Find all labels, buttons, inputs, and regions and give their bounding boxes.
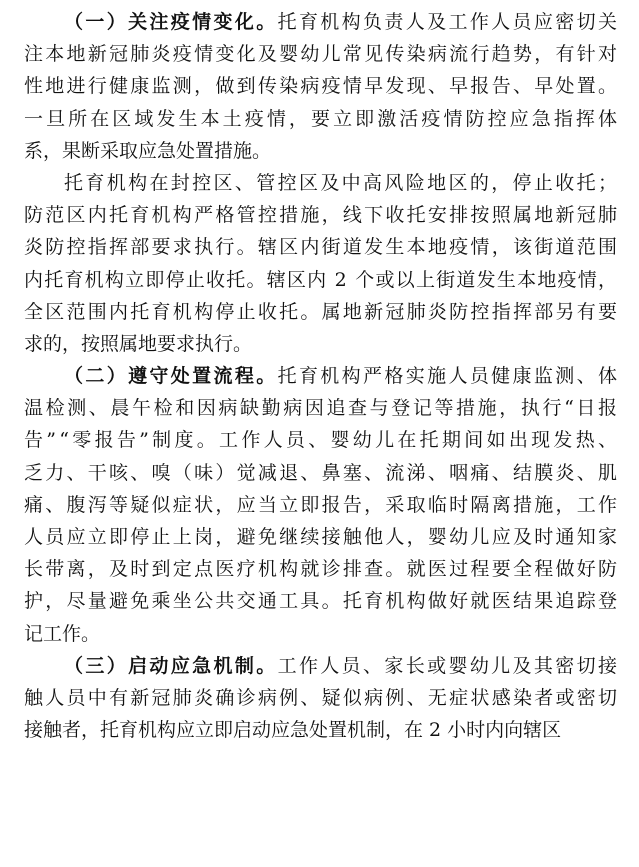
line-text: 长带离，及时到定点医疗机构就诊排查。就医过程要全程做好防 bbox=[24, 558, 620, 581]
text-line bbox=[24, 618, 617, 650]
text-line bbox=[24, 167, 620, 199]
text-line bbox=[24, 38, 620, 70]
paragraph-p2 bbox=[24, 167, 620, 360]
text-line bbox=[24, 360, 620, 392]
text-line bbox=[24, 392, 620, 424]
line-text: 系，果断采取应急处置措施。 bbox=[24, 139, 272, 162]
text-line bbox=[24, 489, 620, 521]
text-line bbox=[24, 714, 617, 746]
line-text: 炎防控指挥部要求执行。辖区内街道发生本地疫情，该街道范围 bbox=[24, 236, 620, 259]
text-line bbox=[24, 521, 620, 553]
text-line bbox=[24, 6, 620, 38]
line-text: 人员应立即停止上岗，避免继续接触他人，婴幼儿应及时通知家 bbox=[24, 526, 620, 548]
text-line bbox=[24, 650, 620, 682]
paragraph-p1 bbox=[24, 6, 621, 167]
line-text: 工作人员、家长或婴幼儿及其密切接 bbox=[277, 654, 620, 677]
line-text: 触人员中有新冠肺炎确诊病例、疑似病例、无症状感染者或密切 bbox=[24, 686, 620, 709]
text-line bbox=[24, 70, 620, 102]
line-text: 痛、腹泻等疑似症状，应当立即报告，采取临时隔离措施，工作 bbox=[24, 493, 620, 516]
text-line bbox=[24, 231, 620, 263]
section-heading: （二）遵守处置流程。 bbox=[64, 365, 278, 388]
line-text: 全区范围内托育机构停止收托。属地新冠肺炎防控指挥部另有要 bbox=[24, 300, 620, 323]
paragraph-p3 bbox=[24, 360, 621, 650]
line-text: 托育机构负责人及工作人员应密切关 bbox=[277, 11, 620, 33]
line-text: 一旦所在区域发生本土疫情，要立即激活疫情防控应急指挥体 bbox=[24, 107, 621, 130]
document-body bbox=[24, 6, 621, 746]
text-line bbox=[24, 553, 620, 585]
section-heading: （一）关注疫情变化。 bbox=[64, 11, 278, 33]
line-text: 温检测、晨午检和因病缺勤病因追查与登记等措施，执行“日报 bbox=[24, 397, 620, 420]
line-text: 注本地新冠肺炎疫情变化及婴幼儿常见传染病流行趋势，有针对 bbox=[24, 43, 620, 66]
text-line bbox=[24, 682, 620, 714]
paragraph-p4 bbox=[24, 650, 620, 747]
line-text: 告”“零报告”制度。工作人员、婴幼儿在托期间如出现发热、 bbox=[24, 429, 621, 452]
line-text: 内托育机构立即停止收托。辖区内 2 个或以上街道发生本地疫情， bbox=[24, 268, 619, 291]
line-text: 性地进行健康监测，做到传染病疫情早发现、早报告、早处置。 bbox=[24, 75, 620, 98]
line-text: 求的，按照属地要求执行。 bbox=[24, 332, 253, 355]
line-text: 接触者，托育机构应立即启动应急处置机制，在 2 小时内向辖区 bbox=[24, 719, 562, 742]
line-text: 托育机构在封控区、管控区及中高风险地区的，停止收托； bbox=[64, 171, 620, 194]
text-line bbox=[24, 585, 620, 617]
text-line bbox=[24, 424, 621, 456]
text-line bbox=[24, 103, 621, 135]
text-line bbox=[24, 457, 620, 489]
text-line bbox=[24, 264, 617, 296]
line-text: 记工作。 bbox=[24, 622, 101, 645]
text-line bbox=[24, 296, 620, 328]
text-line bbox=[24, 199, 620, 231]
text-line bbox=[24, 328, 617, 360]
line-text: 护，尽量避免乘坐公共交通工具。托育机构做好就医结果追踪登 bbox=[24, 590, 620, 613]
text-line bbox=[24, 135, 617, 167]
section-heading: （三）启动应急机制。 bbox=[64, 654, 278, 677]
line-text: 防范区内托育机构严格管控措施，线下收托安排按照属地新冠肺 bbox=[24, 204, 620, 227]
line-text: 乏力、干咳、嗅（味）觉减退、鼻塞、流涕、咽痛、结膜炎、肌 bbox=[24, 461, 620, 484]
line-text: 托育机构严格实施人员健康监测、体 bbox=[277, 365, 620, 388]
